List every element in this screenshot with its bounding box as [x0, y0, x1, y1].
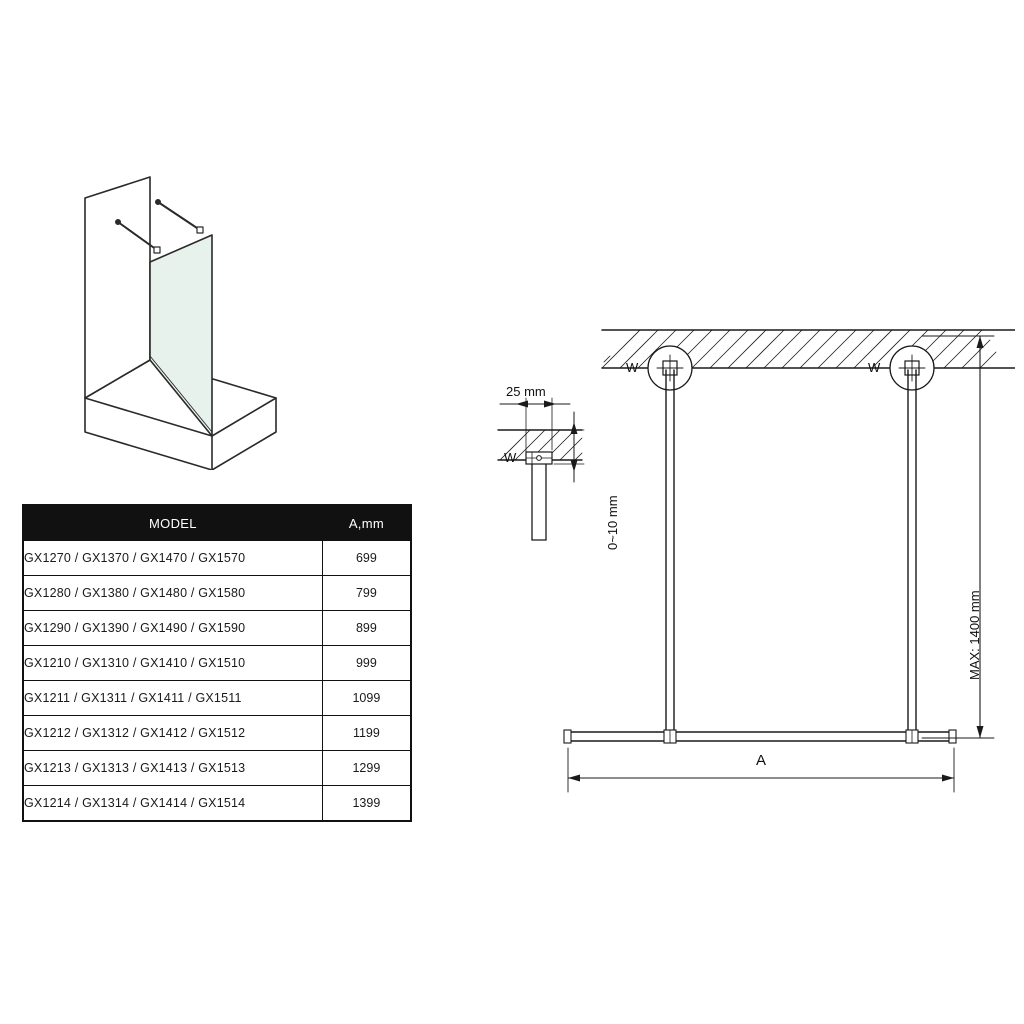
table-row [24, 751, 411, 786]
cell-a: 699 [322, 541, 410, 576]
table-header-row [24, 506, 411, 541]
label-detail-gap: 0~10 mm [605, 495, 620, 550]
cell-model: GX1211 / GX1311 / GX1411 / GX1511 [24, 681, 323, 716]
cell-a: 1199 [322, 716, 410, 751]
model-table [22, 504, 412, 822]
dimension-max-height [922, 336, 994, 738]
cell-a: 1399 [322, 786, 410, 821]
label-max-height: MAX: 1400 mm [967, 590, 982, 680]
wall-fixing-right [890, 346, 934, 390]
technical-drawing [470, 300, 1015, 840]
label-detail-width: 25 mm [506, 384, 546, 399]
cell-model: GX1270 / GX1370 / GX1470 / GX1570 [24, 541, 323, 576]
table-row [24, 716, 411, 751]
table-row [24, 646, 411, 681]
cell-model: GX1290 / GX1390 / GX1490 / GX1590 [24, 611, 323, 646]
table-row [24, 611, 411, 646]
table-row [24, 681, 411, 716]
label-w-left: W [626, 360, 639, 375]
isometric-shower-screen [40, 170, 320, 470]
cell-model: GX1280 / GX1380 / GX1480 / GX1580 [24, 576, 323, 611]
table-row [24, 576, 411, 611]
table-row [24, 541, 411, 576]
label-a-dimension: A [756, 752, 767, 769]
table-row [24, 786, 411, 821]
cell-a: 799 [322, 576, 410, 611]
cell-model: GX1214 / GX1314 / GX1414 / GX1514 [24, 786, 323, 821]
wall-fixing-left [648, 346, 692, 390]
cell-a: 1299 [322, 751, 410, 786]
cell-model: GX1213 / GX1313 / GX1413 / GX1513 [24, 751, 323, 786]
table-header-model: MODEL [24, 506, 323, 541]
cell-a: 899 [322, 611, 410, 646]
label-w-detail: W [504, 450, 517, 465]
cell-model: GX1212 / GX1312 / GX1412 / GX1512 [24, 716, 323, 751]
label-w-right: W [868, 360, 881, 375]
detail-view [498, 398, 584, 540]
support-bar-right [908, 370, 916, 734]
cell-model: GX1210 / GX1310 / GX1410 / GX1510 [24, 646, 323, 681]
support-bar-left [666, 370, 674, 734]
cell-a: 1099 [322, 681, 410, 716]
glass-panel-profile [564, 730, 956, 743]
table-header-a: A,mm [322, 506, 410, 541]
cell-a: 999 [322, 646, 410, 681]
